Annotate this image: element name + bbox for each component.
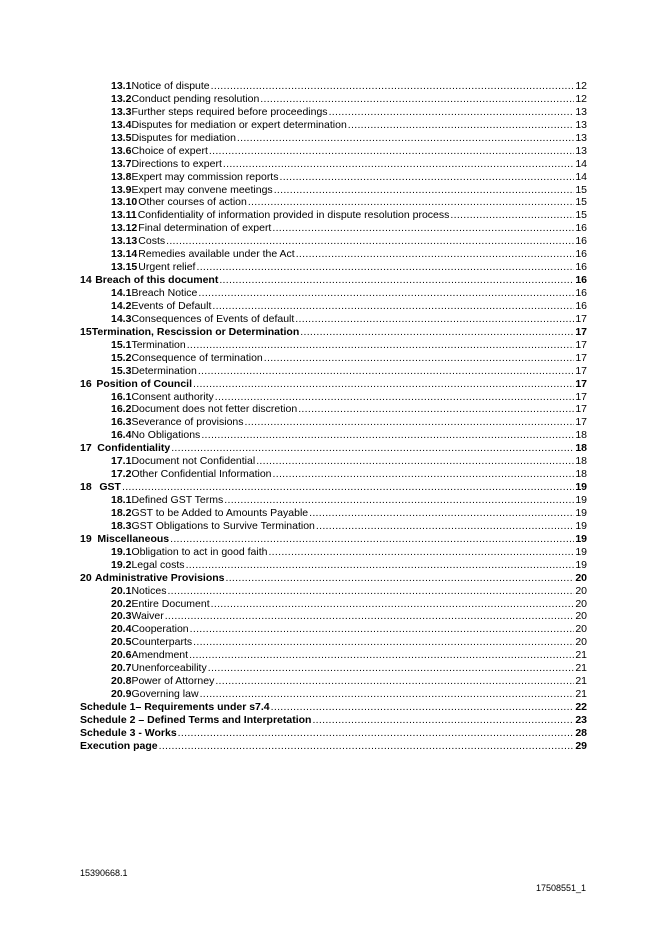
toc-entry-title: Termination	[131, 338, 186, 351]
toc-entry-number: 13.2	[111, 92, 132, 105]
dot-leader	[212, 300, 574, 313]
toc-entry-title: Remedies available under the Act	[138, 248, 295, 261]
toc-entry-number: 19.2	[111, 558, 132, 571]
toc-entry-number: 16.2	[111, 403, 132, 416]
toc-entry-title: Severance of provisions	[131, 416, 244, 429]
dot-leader	[245, 416, 575, 429]
toc-subsection-entry[interactable]	[80, 132, 587, 145]
toc-entry-number: 14.2	[111, 299, 132, 312]
toc-entry-page-number: 16	[575, 274, 587, 287]
document-reference-right: 17508551_1	[535, 883, 586, 893]
toc-subsection-entry[interactable]	[80, 507, 587, 520]
toc-entry-page-number: 13	[575, 118, 587, 131]
dot-leader	[298, 403, 574, 416]
toc-section-entry[interactable]	[80, 572, 587, 585]
toc-subsection-entry[interactable]	[80, 339, 587, 352]
toc-subsection-entry[interactable]	[80, 675, 587, 688]
toc-entry-page-number: 17	[575, 312, 587, 325]
dot-leader	[215, 675, 574, 688]
toc-entry-title: Schedule 2 – Defined Terms and Interpretation	[80, 713, 312, 726]
toc-entry-title: Final determination of expert	[138, 222, 272, 235]
toc-entry-number: 13.14	[111, 248, 138, 261]
toc-entry-title: Confidentiality	[97, 442, 171, 455]
dot-leader	[187, 339, 575, 352]
dot-leader	[279, 171, 574, 184]
dot-leader	[196, 261, 574, 274]
toc-entry-title: GST to be Added to Amounts Payable	[131, 506, 309, 519]
dot-leader	[159, 740, 575, 753]
dot-leader	[226, 572, 575, 585]
toc-subsection-entry[interactable]	[80, 171, 587, 184]
dot-leader	[271, 701, 575, 714]
dot-leader	[348, 119, 575, 132]
toc-entry-title: Administrative Provisions	[94, 571, 225, 584]
toc-entry-number: 20.3	[111, 610, 132, 623]
toc-entry-number: 15.2	[111, 351, 132, 364]
toc-entry-number: 20.9	[111, 688, 132, 701]
toc-entry-title: Disputes for mediation	[131, 131, 236, 144]
toc-entry-page-number: 17	[575, 338, 587, 351]
toc-entry-number: 19	[80, 532, 92, 545]
toc-section-entry[interactable]	[80, 326, 587, 339]
toc-entry-page-number: 19	[575, 545, 587, 558]
dot-leader	[300, 326, 574, 339]
toc-entry-number: 13.4	[111, 118, 132, 131]
toc-entry-page-number: 13	[575, 131, 587, 144]
toc-entry-title: Obligation to act in good faith	[131, 545, 268, 558]
toc-entry-page-number: 20	[575, 636, 587, 649]
toc-entry-page-number: 12	[575, 80, 587, 92]
toc-subsection-entry[interactable]	[80, 649, 587, 662]
dot-leader	[219, 274, 574, 287]
dot-leader	[260, 93, 574, 106]
toc-entry-number: 20	[80, 571, 92, 584]
toc-entry-title: Entire Document	[131, 597, 210, 610]
toc-subsection-entry[interactable]	[80, 184, 587, 197]
toc-entry-number: 17.1	[111, 455, 132, 468]
toc-entry-page-number: 29	[575, 739, 587, 752]
toc-subsection-entry[interactable]	[80, 145, 587, 158]
toc-subsection-entry[interactable]	[80, 119, 587, 132]
dot-leader	[165, 610, 575, 623]
toc-entry-page-number: 14	[575, 170, 587, 183]
toc-entry-page-number: 16	[575, 287, 587, 299]
toc-entry-number: 13.6	[111, 144, 132, 157]
dot-leader	[316, 520, 574, 533]
dot-leader	[190, 623, 575, 636]
toc-entry-number: 13.9	[111, 183, 132, 196]
toc-entry-title: Defined GST Terms	[131, 494, 224, 506]
toc-entry-number: 19.1	[111, 545, 132, 558]
toc-schedule-entry[interactable]	[80, 701, 587, 714]
toc-entry-page-number: 15	[575, 196, 587, 209]
toc-entry-page-number: 15	[575, 209, 587, 222]
toc-entry-number: 17	[80, 442, 92, 455]
toc-entry-number: 13.10	[111, 196, 138, 209]
dot-leader	[201, 429, 574, 442]
toc-entry-page-number: 16	[575, 222, 587, 235]
toc-schedule-entry[interactable]	[80, 740, 587, 753]
toc-entry-page-number: 17	[575, 403, 587, 416]
toc-entry-number: 20.7	[111, 662, 132, 675]
toc-entry-number: 13.8	[111, 170, 132, 183]
toc-subsection-entry[interactable]	[80, 300, 587, 313]
toc-entry-page-number: 19	[575, 494, 587, 506]
toc-entry-number: 18.3	[111, 519, 132, 532]
toc-entry-number: 13.15	[111, 261, 138, 274]
toc-entry-number: 16.1	[111, 390, 132, 403]
toc-entry-page-number: 19	[575, 532, 587, 545]
toc-subsection-entry[interactable]	[80, 610, 587, 623]
toc-entry-page-number: 19	[575, 481, 587, 494]
dot-leader	[122, 481, 574, 494]
toc-entry-title: Directions to expert	[131, 157, 222, 170]
toc-entry-page-number: 13	[575, 105, 587, 118]
toc-entry-page-number: 20	[575, 584, 587, 597]
toc-entry-page-number: 23	[575, 713, 587, 726]
toc-entry-title: Document not Confidential	[131, 455, 256, 468]
toc-entry-page-number: 12	[575, 92, 587, 105]
toc-entry-number: 16.4	[111, 429, 132, 442]
toc-subsection-entry[interactable]	[80, 585, 587, 598]
toc-entry-title: No Obligations	[131, 429, 201, 442]
toc-entry-title: Notices	[131, 584, 167, 597]
toc-entry-page-number: 14	[575, 157, 587, 170]
toc-entry-title: Costs	[138, 235, 166, 248]
toc-subsection-entry[interactable]	[80, 80, 587, 93]
toc-entry-page-number: 28	[575, 726, 587, 739]
toc-subsection-entry[interactable]	[80, 365, 587, 378]
dot-leader	[256, 455, 574, 468]
toc-entry-title: Cooperation	[131, 623, 189, 636]
toc-subsection-entry[interactable]	[80, 468, 587, 481]
dot-leader	[209, 145, 574, 158]
toc-entry-number: 16.3	[111, 416, 132, 429]
toc-entry-title: Governing law	[131, 688, 199, 701]
toc-entry-page-number: 20	[575, 571, 587, 584]
dot-leader	[186, 559, 575, 572]
toc-entry-page-number: 20	[575, 610, 587, 623]
toc-entry-page-number: 17	[575, 416, 587, 429]
toc-entry-title: Waiver	[131, 610, 164, 623]
toc-schedule-entry[interactable]	[80, 727, 587, 740]
dot-leader	[309, 507, 574, 520]
toc-entry-number: 13.7	[111, 157, 132, 170]
toc-entry-number: 13.1	[111, 80, 132, 92]
dot-leader	[211, 598, 575, 611]
toc-entry-number: 16	[80, 377, 92, 390]
toc-subsection-entry[interactable]	[80, 455, 587, 468]
toc-schedule-entry[interactable]	[80, 714, 587, 727]
toc-entry-number: 13.3	[111, 105, 132, 118]
toc-subsection-entry[interactable]	[80, 403, 587, 416]
toc-section-entry[interactable]	[80, 442, 587, 455]
dot-leader	[189, 649, 574, 662]
toc-subsection-entry[interactable]	[80, 222, 587, 235]
toc-entry-page-number: 21	[575, 688, 587, 701]
toc-section-entry[interactable]	[80, 533, 587, 546]
dot-leader	[273, 468, 575, 481]
toc-entry-page-number: 16	[575, 299, 587, 312]
toc-entry-page-number: 19	[575, 519, 587, 532]
dot-leader	[450, 209, 574, 222]
toc-subsection-entry[interactable]	[80, 623, 587, 636]
toc-subsection-entry[interactable]	[80, 429, 587, 442]
dot-leader	[166, 235, 574, 248]
toc-entry-number: 13.13	[111, 235, 138, 248]
dot-leader	[178, 727, 575, 740]
toc-entry-number: 13.11	[111, 209, 137, 222]
dot-leader	[223, 158, 574, 171]
toc-subsection-entry[interactable]	[80, 559, 587, 572]
toc-entry-number: 20.4	[111, 623, 132, 636]
toc-entry-title: Execution page	[80, 739, 158, 752]
toc-entry-title: Schedule 3 - Works	[80, 726, 177, 739]
toc-entry-title: Choice of expert	[131, 144, 208, 157]
dot-leader	[224, 494, 574, 507]
toc-entry-number: 13.5	[111, 131, 132, 144]
toc-entry-title: Conduct pending resolution	[131, 92, 260, 105]
toc-entry-title: Amendment	[131, 649, 189, 662]
toc-entry-page-number: 16	[575, 248, 587, 261]
dot-leader	[171, 442, 574, 455]
toc-entry-title: Unenforceability	[131, 662, 207, 675]
toc-entry-page-number: 20	[575, 623, 587, 636]
toc-entry-page-number: 18	[575, 442, 587, 455]
dot-leader	[193, 378, 574, 391]
toc-subsection-entry[interactable]	[80, 158, 587, 171]
toc-entry-page-number: 16	[575, 261, 587, 274]
toc-subsection-entry[interactable]	[80, 248, 587, 261]
toc-entry-title: Other Confidential Information	[131, 468, 272, 481]
dot-leader	[237, 132, 574, 145]
toc-section-entry[interactable]	[80, 378, 587, 391]
toc-entry-page-number: 13	[575, 144, 587, 157]
table-of-contents	[80, 80, 587, 753]
toc-entry-number: 17.2	[111, 468, 132, 481]
toc-entry-page-number: 17	[575, 325, 587, 338]
toc-subsection-entry[interactable]	[80, 636, 587, 649]
toc-entry-page-number: 21	[575, 662, 587, 675]
dot-leader	[295, 313, 574, 326]
toc-entry-title: Breach Notice	[131, 287, 198, 299]
toc-entry-title: GST	[99, 481, 121, 494]
toc-entry-title: Further steps required before proceedings	[131, 105, 328, 118]
toc-subsection-entry[interactable]	[80, 287, 587, 300]
toc-entry-title: Confidentiality of information provided in dispute resolution process	[137, 209, 450, 222]
toc-subsection-entry[interactable]	[80, 106, 587, 119]
toc-entry-title: Legal costs	[131, 558, 185, 571]
toc-subsection-entry[interactable]	[80, 546, 587, 559]
toc-entry-title: Expert may commission reports	[131, 170, 279, 183]
toc-entry-title: Power of Attorney	[131, 675, 215, 688]
toc-entry-page-number: 17	[575, 351, 587, 364]
dot-leader	[198, 287, 574, 300]
toc-entry-number: 13.12	[111, 222, 138, 235]
dot-leader	[248, 196, 574, 209]
toc-entry-page-number: 19	[575, 506, 587, 519]
dot-leader	[312, 714, 574, 727]
toc-entry-page-number: 20	[575, 597, 587, 610]
dot-leader	[167, 585, 574, 598]
dot-leader	[274, 184, 575, 197]
dot-leader	[329, 106, 575, 119]
toc-entry-page-number: 19	[575, 558, 587, 571]
dot-leader	[200, 688, 575, 701]
toc-entry-page-number: 18	[575, 429, 587, 442]
toc-subsection-entry[interactable]	[80, 352, 587, 365]
toc-section-entry[interactable]	[80, 481, 587, 494]
toc-entry-title: Notice of dispute	[131, 80, 210, 92]
toc-subsection-entry[interactable]	[80, 416, 587, 429]
toc-entry-title: Position of Council	[96, 377, 193, 390]
toc-entry-number: 20.1	[111, 584, 132, 597]
toc-entry-number: 20.5	[111, 636, 132, 649]
toc-entry-page-number: 21	[575, 675, 587, 688]
dot-leader	[215, 391, 575, 404]
toc-subsection-entry[interactable]	[80, 391, 587, 404]
dot-leader	[272, 222, 574, 235]
toc-entry-number: 14.1	[111, 287, 132, 299]
toc-subsection-entry[interactable]	[80, 313, 587, 326]
toc-entry-page-number: 21	[575, 649, 587, 662]
toc-subsection-entry[interactable]	[80, 688, 587, 701]
toc-subsection-entry[interactable]	[80, 93, 587, 106]
toc-subsection-entry[interactable]	[80, 209, 587, 222]
dot-leader	[170, 533, 574, 546]
dot-leader	[198, 365, 575, 378]
toc-entry-number: 20.6	[111, 649, 132, 662]
toc-entry-number: 14.3	[111, 312, 132, 325]
toc-entry-page-number: 18	[575, 468, 587, 481]
toc-entry-number: 20.2	[111, 597, 132, 610]
toc-entry-title: Schedule 1– Requirements under s7.4	[80, 701, 270, 713]
dot-leader	[264, 352, 575, 365]
toc-entry-title: Other courses of action	[138, 196, 247, 209]
toc-entry-page-number: 18	[575, 455, 587, 468]
dot-leader	[211, 80, 575, 93]
toc-entry-number: 14	[80, 274, 92, 287]
toc-entry-title: Determination	[131, 364, 197, 377]
toc-entry-title: Termination, Rescission or Determination	[91, 325, 300, 338]
toc-entry-page-number: 17	[575, 364, 587, 377]
toc-entry-number: 18.1	[111, 494, 132, 506]
toc-entry-number: 15.1	[111, 338, 132, 351]
toc-entry-title: Expert may convene meetings	[131, 183, 273, 196]
toc-entry-title: Miscellaneous	[97, 532, 170, 545]
toc-entry-page-number: 16	[575, 235, 587, 248]
toc-entry-title: Events of Default	[131, 299, 212, 312]
toc-subsection-entry[interactable]	[80, 520, 587, 533]
toc-entry-title: Document does not fetter discretion	[131, 403, 298, 416]
toc-entry-page-number: 17	[575, 377, 587, 390]
toc-entry-number: 20.8	[111, 675, 132, 688]
toc-entry-page-number: 17	[575, 390, 587, 403]
toc-entry-page-number: 15	[575, 183, 587, 196]
toc-section-entry[interactable]	[80, 274, 587, 287]
toc-entry-title: Breach of this document	[95, 274, 219, 287]
toc-entry-title: Urgent relief	[138, 261, 196, 274]
toc-entry-title: Disputes for mediation or expert determination	[131, 118, 347, 131]
toc-entry-title: GST Obligations to Survive Termination	[131, 519, 315, 532]
toc-entry-number: 18.2	[111, 506, 132, 519]
dot-leader	[268, 546, 574, 559]
toc-entry-number: 15	[80, 325, 92, 338]
toc-subsection-entry[interactable]	[80, 235, 587, 248]
toc-entry-page-number: 22	[575, 701, 587, 713]
toc-entry-title: Consequence of termination	[131, 351, 263, 364]
toc-entry-title: Consequences of Events of default	[131, 312, 295, 325]
toc-entry-number: 18	[80, 481, 92, 494]
toc-entry-title: Consent authority	[131, 390, 214, 403]
toc-subsection-entry[interactable]	[80, 196, 587, 209]
toc-subsection-entry[interactable]	[80, 662, 587, 675]
dot-leader	[193, 636, 574, 649]
toc-subsection-entry[interactable]	[80, 598, 587, 611]
toc-entry-number: 15.3	[111, 364, 132, 377]
dot-leader	[296, 248, 575, 261]
toc-subsection-entry[interactable]	[80, 261, 587, 274]
dot-leader	[208, 662, 575, 675]
toc-entry-title: Counterparts	[131, 636, 193, 649]
document-reference-left: 15390668.1	[80, 868, 128, 878]
toc-subsection-entry[interactable]	[80, 494, 587, 507]
